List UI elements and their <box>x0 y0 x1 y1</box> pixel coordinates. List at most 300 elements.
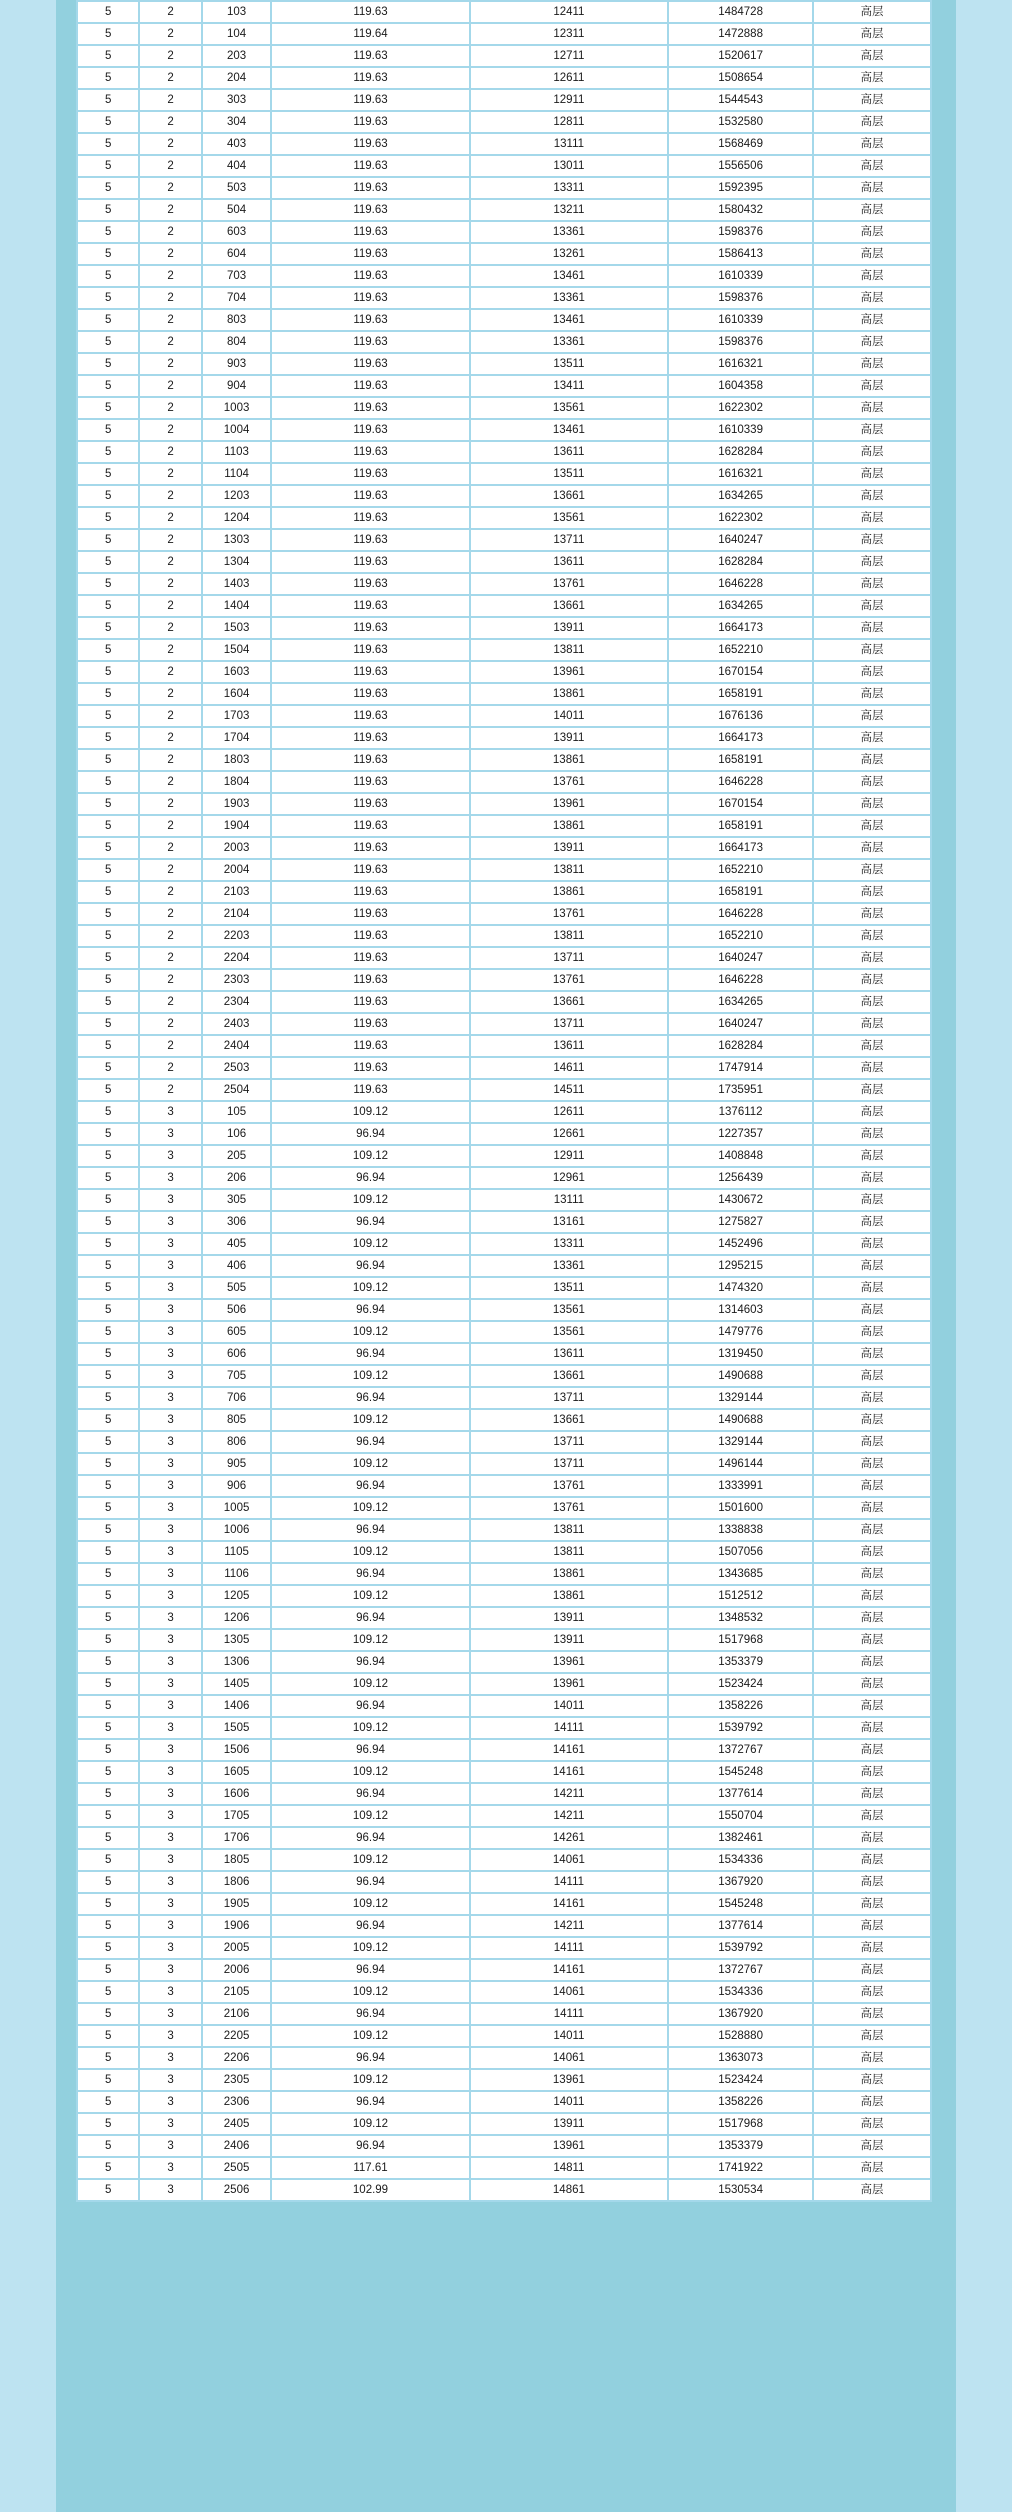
type-cell: 高层 <box>814 1718 930 1738</box>
total-price-cell: 1658191 <box>669 882 812 902</box>
total-price-cell: 1314603 <box>669 1300 812 1320</box>
room-cell: 1904 <box>203 816 270 836</box>
type-cell: 高层 <box>814 530 930 550</box>
building-cell: 5 <box>78 1542 138 1562</box>
room-cell: 1204 <box>203 508 270 528</box>
unit-price-cell: 13911 <box>471 838 667 858</box>
room-cell: 306 <box>203 1212 270 1232</box>
area-cell: 119.63 <box>272 398 468 418</box>
type-cell: 高层 <box>814 1300 930 1320</box>
table-row <box>78 1388 930 1408</box>
table-row <box>78 1828 930 1848</box>
total-price-cell: 1634265 <box>669 992 812 1012</box>
type-cell: 高层 <box>814 2180 930 2200</box>
type-cell: 高层 <box>814 1740 930 1760</box>
unit-cell: 2 <box>140 618 200 638</box>
table-row <box>78 288 930 308</box>
total-price-cell: 1616321 <box>669 464 812 484</box>
unit-price-cell: 13661 <box>471 596 667 616</box>
type-cell: 高层 <box>814 904 930 924</box>
unit-cell: 3 <box>140 1454 200 1474</box>
unit-cell: 3 <box>140 1762 200 1782</box>
type-cell: 高层 <box>814 68 930 88</box>
unit-price-cell: 14261 <box>471 1828 667 1848</box>
table-row <box>78 1256 930 1276</box>
table-row <box>78 1718 930 1738</box>
room-cell: 603 <box>203 222 270 242</box>
area-cell: 109.12 <box>272 1498 468 1518</box>
building-cell: 5 <box>78 1718 138 1738</box>
area-cell: 109.12 <box>272 1190 468 1210</box>
unit-cell: 2 <box>140 992 200 1012</box>
table-row <box>78 178 930 198</box>
total-price-cell: 1676136 <box>669 706 812 726</box>
type-cell: 高层 <box>814 2048 930 2068</box>
building-cell: 5 <box>78 1960 138 1980</box>
type-cell: 高层 <box>814 1960 930 1980</box>
building-cell: 5 <box>78 178 138 198</box>
area-cell: 109.12 <box>272 1322 468 1342</box>
table-row <box>78 728 930 748</box>
unit-cell: 3 <box>140 2092 200 2112</box>
unit-cell: 3 <box>140 1806 200 1826</box>
building-cell: 5 <box>78 1410 138 1430</box>
table-row <box>78 1410 930 1430</box>
area-cell: 119.63 <box>272 838 468 858</box>
area-cell: 109.12 <box>272 1410 468 1430</box>
room-cell: 2405 <box>203 2114 270 2134</box>
unit-price-cell: 13261 <box>471 244 667 264</box>
area-cell: 109.12 <box>272 1938 468 1958</box>
building-cell: 5 <box>78 1586 138 1606</box>
room-cell: 605 <box>203 1322 270 1342</box>
area-cell: 119.63 <box>272 618 468 638</box>
area-cell: 102.99 <box>272 2180 468 2200</box>
unit-price-cell: 13711 <box>471 530 667 550</box>
room-cell: 2404 <box>203 1036 270 1056</box>
area-cell: 96.94 <box>272 1388 468 1408</box>
unit-cell: 3 <box>140 1740 200 1760</box>
building-cell: 5 <box>78 90 138 110</box>
unit-price-cell: 13911 <box>471 728 667 748</box>
total-price-cell: 1256439 <box>669 1168 812 1188</box>
unit-price-cell: 14211 <box>471 1916 667 1936</box>
type-cell: 高层 <box>814 662 930 682</box>
room-cell: 2004 <box>203 860 270 880</box>
area-cell: 119.63 <box>272 200 468 220</box>
table-row <box>78 662 930 682</box>
area-cell: 119.63 <box>272 816 468 836</box>
total-price-cell: 1496144 <box>669 1454 812 1474</box>
type-cell: 高层 <box>814 882 930 902</box>
unit-cell: 3 <box>140 1938 200 1958</box>
unit-cell: 3 <box>140 1190 200 1210</box>
unit-price-cell: 14011 <box>471 1696 667 1716</box>
unit-price-cell: 12311 <box>471 24 667 44</box>
building-cell: 5 <box>78 2180 138 2200</box>
room-cell: 1806 <box>203 1872 270 1892</box>
room-cell: 806 <box>203 1432 270 1452</box>
unit-price-cell: 13661 <box>471 992 667 1012</box>
total-price-cell: 1556506 <box>669 156 812 176</box>
unit-cell: 3 <box>140 1586 200 1606</box>
total-price-cell: 1520617 <box>669 46 812 66</box>
room-cell: 404 <box>203 156 270 176</box>
building-cell: 5 <box>78 1982 138 2002</box>
room-cell: 2006 <box>203 1960 270 1980</box>
area-cell: 109.12 <box>272 1366 468 1386</box>
table-row <box>78 1168 930 1188</box>
table-row <box>78 1608 930 1628</box>
total-price-cell: 1610339 <box>669 266 812 286</box>
area-cell: 119.63 <box>272 596 468 616</box>
room-cell: 1403 <box>203 574 270 594</box>
table-row <box>78 1102 930 1122</box>
unit-price-cell: 14211 <box>471 1784 667 1804</box>
building-cell: 5 <box>78 46 138 66</box>
unit-cell: 2 <box>140 1058 200 1078</box>
type-cell: 高层 <box>814 1542 930 1562</box>
unit-cell: 2 <box>140 530 200 550</box>
type-cell: 高层 <box>814 860 930 880</box>
unit-price-cell: 13511 <box>471 464 667 484</box>
type-cell: 高层 <box>814 1520 930 1540</box>
type-cell: 高层 <box>814 1938 930 1958</box>
total-price-cell: 1479776 <box>669 1322 812 1342</box>
table-row <box>78 1014 930 1034</box>
building-cell: 5 <box>78 310 138 330</box>
unit-price-cell: 13011 <box>471 156 667 176</box>
building-cell: 5 <box>78 1366 138 1386</box>
building-cell: 5 <box>78 1322 138 1342</box>
total-price-cell: 1408848 <box>669 1146 812 1166</box>
building-cell: 5 <box>78 1916 138 1936</box>
total-price-cell: 1664173 <box>669 728 812 748</box>
type-cell: 高层 <box>814 684 930 704</box>
table-row <box>78 2004 930 2024</box>
room-cell: 1406 <box>203 1696 270 1716</box>
building-cell: 5 <box>78 1036 138 1056</box>
table-row <box>78 486 930 506</box>
unit-price-cell: 13761 <box>471 904 667 924</box>
unit-cell: 3 <box>140 1608 200 1628</box>
unit-price-cell: 13961 <box>471 1674 667 1694</box>
type-cell: 高层 <box>814 1366 930 1386</box>
type-cell: 高层 <box>814 376 930 396</box>
type-cell: 高层 <box>814 1498 930 1518</box>
type-cell: 高层 <box>814 552 930 572</box>
unit-cell: 2 <box>140 1080 200 1100</box>
type-cell: 高层 <box>814 90 930 110</box>
total-price-cell: 1490688 <box>669 1366 812 1386</box>
building-cell: 5 <box>78 1564 138 1584</box>
building-cell: 5 <box>78 1894 138 1914</box>
type-cell: 高层 <box>814 1850 930 1870</box>
area-cell: 119.63 <box>272 288 468 308</box>
area-cell: 119.63 <box>272 992 468 1012</box>
type-cell: 高层 <box>814 486 930 506</box>
unit-price-cell: 13761 <box>471 574 667 594</box>
type-cell: 高层 <box>814 442 930 462</box>
area-cell: 119.63 <box>272 134 468 154</box>
type-cell: 高层 <box>814 838 930 858</box>
area-cell: 109.12 <box>272 1850 468 1870</box>
building-cell: 5 <box>78 222 138 242</box>
area-cell: 96.94 <box>272 1608 468 1628</box>
area-cell: 109.12 <box>272 1762 468 1782</box>
unit-price-cell: 12611 <box>471 1102 667 1122</box>
area-cell: 96.94 <box>272 1784 468 1804</box>
unit-price-cell: 13961 <box>471 662 667 682</box>
area-cell: 109.12 <box>272 1894 468 1914</box>
type-cell: 高层 <box>814 156 930 176</box>
unit-cell: 2 <box>140 2 200 22</box>
type-cell: 高层 <box>814 1674 930 1694</box>
room-cell: 1905 <box>203 1894 270 1914</box>
area-cell: 109.12 <box>272 1278 468 1298</box>
room-cell: 705 <box>203 1366 270 1386</box>
table-row <box>78 1322 930 1342</box>
table-row <box>78 1212 930 1232</box>
room-cell: 104 <box>203 24 270 44</box>
unit-cell: 3 <box>140 1828 200 1848</box>
table-row <box>78 1960 930 1980</box>
area-cell: 96.94 <box>272 2092 468 2112</box>
room-cell: 1004 <box>203 420 270 440</box>
table-row <box>78 1190 930 1210</box>
type-cell: 高层 <box>814 288 930 308</box>
unit-price-cell: 13611 <box>471 1036 667 1056</box>
type-cell: 高层 <box>814 332 930 352</box>
total-price-cell: 1343685 <box>669 1564 812 1584</box>
total-price-cell: 1646228 <box>669 904 812 924</box>
area-cell: 119.63 <box>272 376 468 396</box>
total-price-cell: 1652210 <box>669 926 812 946</box>
unit-cell: 3 <box>140 2114 200 2134</box>
table-row <box>78 640 930 660</box>
room-cell: 2304 <box>203 992 270 1012</box>
total-price-cell: 1501600 <box>669 1498 812 1518</box>
area-cell: 119.63 <box>272 750 468 770</box>
unit-cell: 2 <box>140 420 200 440</box>
total-price-cell: 1363073 <box>669 2048 812 2068</box>
unit-price-cell: 13911 <box>471 618 667 638</box>
room-cell: 1306 <box>203 1652 270 1672</box>
area-cell: 96.94 <box>272 2048 468 2068</box>
room-cell: 905 <box>203 1454 270 1474</box>
room-cell: 1606 <box>203 1784 270 1804</box>
type-cell: 高层 <box>814 2 930 22</box>
unit-cell: 2 <box>140 860 200 880</box>
unit-price-cell: 13611 <box>471 442 667 462</box>
building-cell: 5 <box>78 1058 138 1078</box>
unit-cell: 3 <box>140 1894 200 1914</box>
unit-price-cell: 14111 <box>471 2004 667 2024</box>
type-cell: 高层 <box>814 1410 930 1430</box>
unit-price-cell: 14061 <box>471 1982 667 2002</box>
area-cell: 96.94 <box>272 1828 468 1848</box>
type-cell: 高层 <box>814 2136 930 2156</box>
building-cell: 5 <box>78 1102 138 1122</box>
area-cell: 109.12 <box>272 2070 468 2090</box>
table-row <box>78 1278 930 1298</box>
table-row <box>78 970 930 990</box>
building-cell: 5 <box>78 442 138 462</box>
unit-price-cell: 14161 <box>471 1894 667 1914</box>
total-price-cell: 1670154 <box>669 794 812 814</box>
building-cell: 5 <box>78 1432 138 1452</box>
total-price-cell: 1610339 <box>669 310 812 330</box>
area-cell: 96.94 <box>272 1652 468 1672</box>
room-cell: 1906 <box>203 1916 270 1936</box>
table-row <box>78 2114 930 2134</box>
unit-price-cell: 13961 <box>471 1652 667 1672</box>
total-price-cell: 1377614 <box>669 1916 812 1936</box>
total-price-cell: 1634265 <box>669 486 812 506</box>
type-cell: 高层 <box>814 178 930 198</box>
total-price-cell: 1539792 <box>669 1938 812 1958</box>
table-body <box>78 2 930 2200</box>
type-cell: 高层 <box>814 1586 930 1606</box>
room-cell: 904 <box>203 376 270 396</box>
table-row <box>78 1630 930 1650</box>
area-cell: 119.63 <box>272 68 468 88</box>
type-cell: 高层 <box>814 24 930 44</box>
table-row <box>78 1542 930 1562</box>
room-cell: 1106 <box>203 1564 270 1584</box>
total-price-cell: 1353379 <box>669 1652 812 1672</box>
area-cell: 96.94 <box>272 1564 468 1584</box>
table-row <box>78 1872 930 1892</box>
unit-cell: 2 <box>140 640 200 660</box>
type-cell: 高层 <box>814 1036 930 1056</box>
total-price-cell: 1658191 <box>669 816 812 836</box>
table-row <box>78 1982 930 2002</box>
room-cell: 2306 <box>203 2092 270 2112</box>
area-cell: 119.63 <box>272 662 468 682</box>
total-price-cell: 1376112 <box>669 1102 812 1122</box>
type-cell: 高层 <box>814 1894 930 1914</box>
area-cell: 109.12 <box>272 1982 468 2002</box>
building-cell: 5 <box>78 750 138 770</box>
unit-cell: 2 <box>140 596 200 616</box>
building-cell: 5 <box>78 2070 138 2090</box>
building-cell: 5 <box>78 1828 138 1848</box>
total-price-cell: 1367920 <box>669 2004 812 2024</box>
type-cell: 高层 <box>814 420 930 440</box>
table-row <box>78 860 930 880</box>
building-cell: 5 <box>78 1674 138 1694</box>
table-row <box>78 134 930 154</box>
table-row <box>78 1564 930 1584</box>
type-cell: 高层 <box>814 1388 930 1408</box>
table-row <box>78 398 930 418</box>
unit-price-cell: 14111 <box>471 1718 667 1738</box>
type-cell: 高层 <box>814 640 930 660</box>
building-cell: 5 <box>78 1806 138 1826</box>
total-price-cell: 1507056 <box>669 1542 812 1562</box>
unit-cell: 2 <box>140 662 200 682</box>
building-cell: 5 <box>78 1498 138 1518</box>
room-cell: 606 <box>203 1344 270 1364</box>
area-cell: 119.63 <box>272 552 468 572</box>
unit-price-cell: 13861 <box>471 882 667 902</box>
unit-price-cell: 13211 <box>471 200 667 220</box>
total-price-cell: 1227357 <box>669 1124 812 1144</box>
building-cell: 5 <box>78 1256 138 1276</box>
type-cell: 高层 <box>814 948 930 968</box>
type-cell: 高层 <box>814 1278 930 1298</box>
building-cell: 5 <box>78 816 138 836</box>
area-cell: 119.63 <box>272 530 468 550</box>
building-cell: 5 <box>78 1146 138 1166</box>
area-cell: 119.63 <box>272 970 468 990</box>
building-cell: 5 <box>78 1520 138 1540</box>
room-cell: 106 <box>203 1124 270 1144</box>
total-price-cell: 1338838 <box>669 1520 812 1540</box>
unit-price-cell: 12961 <box>471 1168 667 1188</box>
building-cell: 5 <box>78 1388 138 1408</box>
building-cell: 5 <box>78 574 138 594</box>
table-row <box>78 750 930 770</box>
unit-price-cell: 13311 <box>471 1234 667 1254</box>
unit-cell: 2 <box>140 156 200 176</box>
room-cell: 1404 <box>203 596 270 616</box>
building-cell: 5 <box>78 904 138 924</box>
unit-price-cell: 12611 <box>471 68 667 88</box>
room-cell: 1706 <box>203 1828 270 1848</box>
room-cell: 1603 <box>203 662 270 682</box>
area-cell: 119.63 <box>272 706 468 726</box>
building-cell: 5 <box>78 1762 138 1782</box>
unit-cell: 2 <box>140 178 200 198</box>
total-price-cell: 1517968 <box>669 2114 812 2134</box>
unit-price-cell: 13111 <box>471 134 667 154</box>
type-cell: 高层 <box>814 1102 930 1122</box>
total-price-cell: 1634265 <box>669 596 812 616</box>
room-cell: 804 <box>203 332 270 352</box>
area-cell: 96.94 <box>272 1960 468 1980</box>
table-row <box>78 1938 930 1958</box>
total-price-cell: 1622302 <box>669 508 812 528</box>
total-price-cell: 1484728 <box>669 2 812 22</box>
table-row <box>78 1520 930 1540</box>
unit-price-cell: 13711 <box>471 1388 667 1408</box>
area-cell: 119.63 <box>272 1036 468 1056</box>
room-cell: 2303 <box>203 970 270 990</box>
table-row <box>78 1916 930 1936</box>
total-price-cell: 1329144 <box>669 1432 812 1452</box>
type-cell: 高层 <box>814 1762 930 1782</box>
building-cell: 5 <box>78 1014 138 1034</box>
area-cell: 119.63 <box>272 420 468 440</box>
building-cell: 5 <box>78 596 138 616</box>
total-price-cell: 1472888 <box>669 24 812 44</box>
type-cell: 高层 <box>814 2026 930 2046</box>
room-cell: 2205 <box>203 2026 270 2046</box>
area-cell: 119.63 <box>272 948 468 968</box>
unit-price-cell: 13361 <box>471 332 667 352</box>
unit-cell: 3 <box>140 1652 200 1672</box>
unit-price-cell: 14011 <box>471 2026 667 2046</box>
table-row <box>78 46 930 66</box>
table-row <box>78 1850 930 1870</box>
type-cell: 高层 <box>814 992 930 1012</box>
type-cell: 高层 <box>814 508 930 528</box>
unit-price-cell: 13811 <box>471 1520 667 1540</box>
room-cell: 1103 <box>203 442 270 462</box>
area-cell: 119.63 <box>272 464 468 484</box>
